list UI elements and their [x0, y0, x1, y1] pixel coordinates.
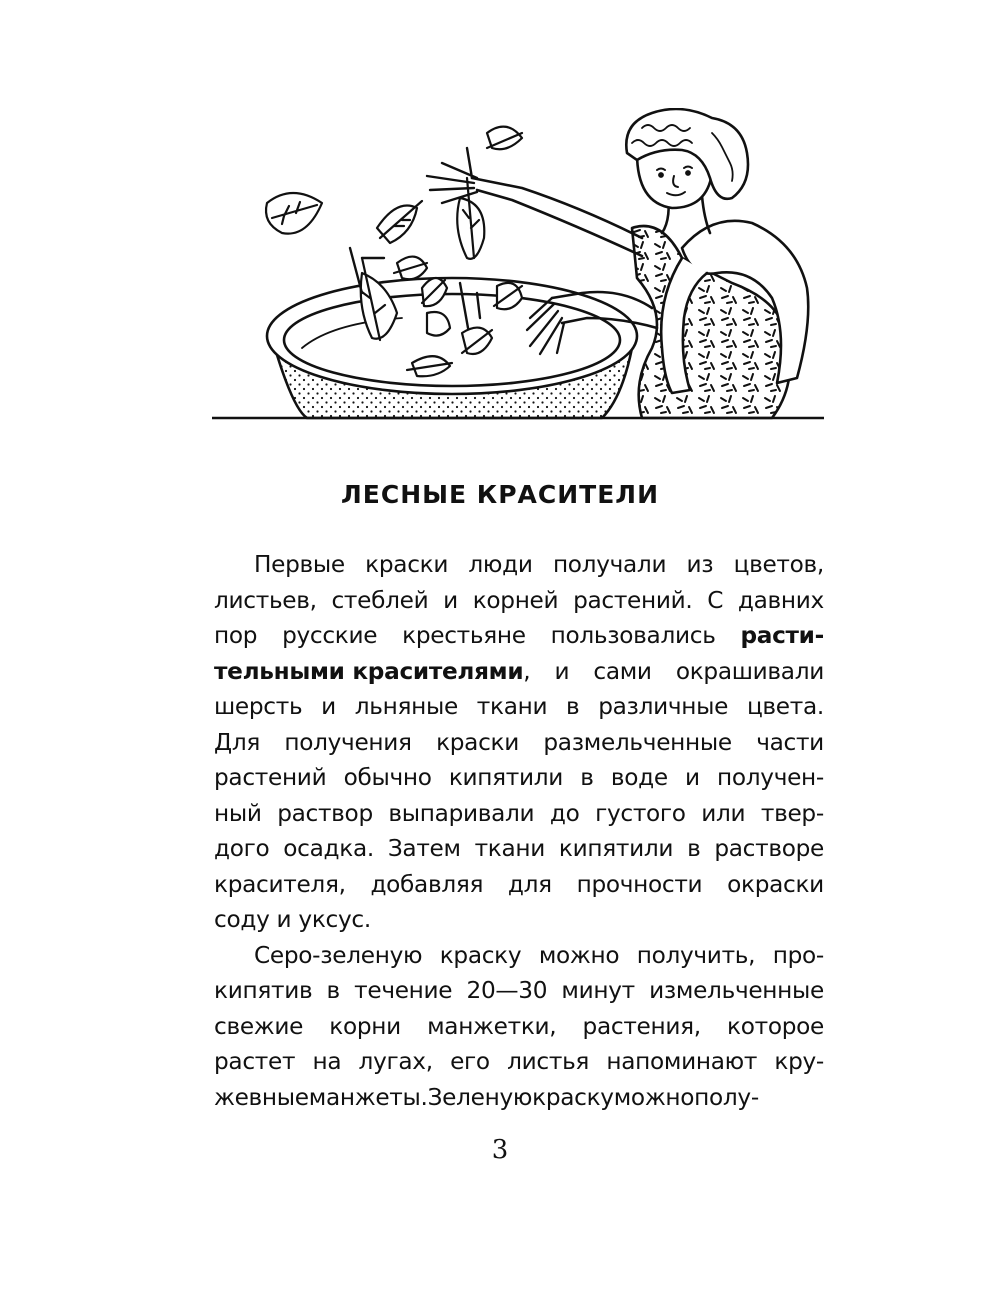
word: манжетки,	[427, 1012, 557, 1040]
word: шерсть	[214, 693, 303, 720]
word: прочности	[576, 870, 703, 898]
word-with-punctuation	[214, 654, 530, 690]
word: которое	[727, 1012, 824, 1040]
text-line	[214, 1080, 824, 1116]
word: давних	[737, 586, 824, 614]
word: растений.	[573, 586, 693, 614]
word: Затем	[387, 835, 461, 862]
word: его	[450, 1048, 490, 1075]
word: кру-	[774, 1048, 824, 1075]
word: крестьяне	[402, 622, 526, 649]
word: цветов,	[733, 551, 824, 578]
word: Зеленую	[427, 1083, 533, 1111]
word: в	[566, 693, 580, 720]
word: ткани	[476, 693, 548, 720]
word: до	[549, 799, 580, 827]
word: Для	[214, 728, 260, 756]
word: окраски	[727, 870, 824, 898]
word: различные	[598, 693, 729, 720]
word: раствор	[277, 799, 373, 827]
text-line	[214, 831, 824, 867]
word: краски	[365, 551, 449, 578]
word: и	[554, 657, 570, 685]
word: Первые	[254, 551, 345, 578]
text-line	[214, 1009, 824, 1045]
word: для	[507, 870, 552, 898]
word: стеблей	[331, 586, 429, 614]
bold-term: расти-	[740, 622, 824, 649]
word: в	[326, 977, 340, 1004]
word: люди	[468, 551, 533, 578]
word: кипятили	[558, 835, 674, 862]
word: из	[686, 551, 714, 578]
word: густого	[595, 799, 686, 827]
page-title: ЛЕСНЫЕ КРАСИТЕЛИ	[341, 480, 659, 509]
word: кипятив	[214, 977, 313, 1004]
word: растет	[214, 1048, 296, 1075]
word: русские	[282, 622, 378, 649]
word: цвета.	[746, 693, 824, 720]
word: полу-	[694, 1083, 759, 1111]
word: и	[685, 764, 700, 791]
text-line	[214, 1044, 824, 1080]
page-number: 3	[491, 1135, 509, 1165]
word: можно	[538, 941, 620, 969]
word: и	[443, 586, 458, 614]
word: листьев,	[214, 586, 317, 614]
text-line	[214, 618, 824, 654]
word: обычно	[343, 764, 432, 791]
word: получали	[552, 551, 667, 578]
word: получить,	[636, 941, 756, 969]
word: можно	[613, 1083, 695, 1111]
word: дого	[214, 835, 270, 862]
word: течение	[354, 977, 453, 1004]
word: Серо-зеленую	[254, 941, 423, 969]
text-line	[214, 725, 824, 761]
word: про-	[772, 941, 824, 969]
word: на	[312, 1048, 342, 1075]
text-line	[214, 760, 824, 796]
word: корни	[329, 1012, 401, 1040]
word: лугах,	[358, 1048, 433, 1075]
word: измельченные	[649, 977, 824, 1004]
text-line	[214, 902, 824, 938]
word: пользовались	[550, 622, 716, 649]
word: жевные	[214, 1083, 309, 1111]
word: краску	[439, 941, 522, 969]
word: краску	[532, 1083, 614, 1111]
word: или	[701, 799, 746, 827]
text-line	[214, 938, 824, 974]
word: корней	[472, 586, 559, 614]
word: растения,	[582, 1012, 701, 1040]
word: минут	[561, 977, 635, 1004]
text-line	[214, 583, 824, 619]
body-text	[214, 547, 824, 1115]
word: окрашивали	[675, 657, 824, 685]
word: ный	[214, 799, 262, 827]
text-line	[214, 867, 824, 903]
word: напоминают	[606, 1048, 758, 1075]
punctuation: ,	[523, 657, 531, 685]
word: размельченные	[543, 728, 732, 756]
word: соду и уксус.	[214, 906, 371, 933]
word: красителя,	[214, 870, 346, 898]
word: 20—30	[466, 977, 548, 1004]
word: льняные	[354, 693, 458, 720]
illustration-woman-dyeing-leaves	[212, 108, 824, 428]
word: свежие	[214, 1012, 304, 1040]
text-line	[214, 973, 824, 1009]
word: получения	[284, 728, 412, 756]
word: ткани	[474, 835, 546, 862]
word: получен-	[717, 764, 824, 791]
text-line	[214, 547, 824, 583]
word: листья	[507, 1048, 590, 1075]
word: добавляя	[370, 870, 484, 898]
text-line	[214, 689, 824, 725]
bold-term: тельными красителями	[214, 657, 524, 685]
word: краски	[436, 728, 520, 756]
word: твер-	[760, 799, 824, 827]
word: кипятили	[448, 764, 564, 791]
word: в	[580, 764, 594, 791]
word: сами	[593, 657, 652, 685]
text-line	[214, 654, 824, 690]
word: воде	[610, 764, 668, 791]
text-line	[214, 796, 824, 832]
word: выпаривали	[388, 799, 535, 827]
word: в	[687, 835, 701, 862]
word: пор	[214, 622, 258, 649]
word: и	[321, 693, 336, 720]
word: осадка.	[283, 835, 374, 862]
word: манжеты.	[308, 1083, 428, 1111]
word: растений	[214, 764, 327, 791]
word: растворе	[714, 835, 824, 862]
word: части	[756, 728, 824, 756]
word: С	[707, 586, 724, 614]
